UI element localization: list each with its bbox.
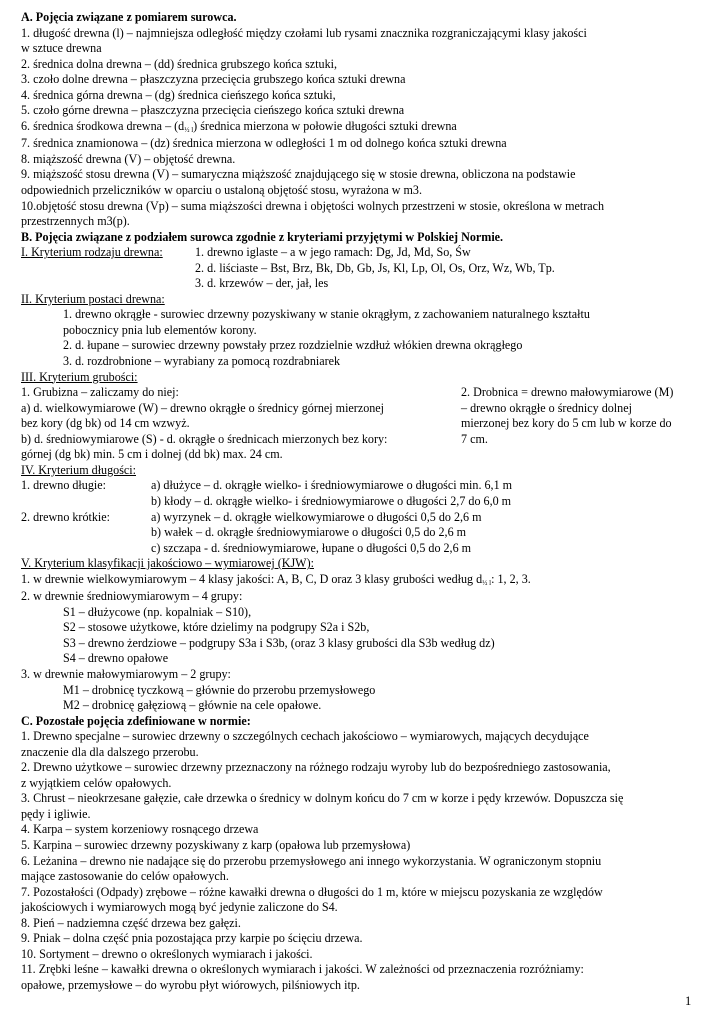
criterion-item: 1. drewno okrągłe - surowiec drzewny pozyskiwany w stanie okrągłym, z zachowaniem naturalnego kształtu [63, 307, 590, 322]
thickness-columns [21, 385, 705, 463]
thickness-right-column [461, 385, 705, 463]
criterion-item: a) d. wielkowymiarowe (W) – drewno okrągłe o średnicy górnej mierzonej [21, 400, 385, 415]
definition-line: odpowiednich przeliczników w oparciu o ustaloną objętość stosu, wyrażona w m3. [21, 183, 423, 198]
definition-line: 10.objętość stosu drewna (Vp) – suma miąższości drewna i objętości wolnych przestrzeni w stosie, określona w metrach [21, 198, 605, 213]
section-c-heading: C. Pozostałe pojęcia zdefiniowane w normie: [21, 713, 251, 728]
criterion-item: 1. Grubizna – zaliczamy do niej: [21, 385, 179, 400]
criterion-item: bez kory (dg bk) od 14 cm wzwyż. [21, 416, 190, 431]
criterion-item: c) szczapa - d. średniowymiarowe, łupane o długości 0,5 do 2,6 m [151, 540, 472, 555]
definition-line [21, 119, 705, 137]
definition-text: ) średnica mierzona w połowie długości sztuki drewna [193, 118, 457, 133]
criterion-item: b) d. średniowymiarowe (S) - d. okrągłe o średnicach mierzonych bez kory: [21, 431, 388, 446]
definition-line: 10. Sortyment – drewno o określonych wymiarach i jakości. [21, 946, 313, 961]
criterion-item: b) wałek – d. okrągłe średniowymiarowe o długości 0,5 do 2,6 m [151, 525, 467, 540]
definition-line: 1. Drewno specjalne – surowiec drzewny o szczególnych cechach jakościowo – wymiarowych, mających decydujące [21, 729, 589, 744]
criterion-item: 1. drewno iglaste – a w jego ramach: Dg, Jd, Md, So, Św [195, 245, 471, 260]
length-row [21, 478, 705, 494]
definition-line: 7. średnica znamionowa – (dz) średnica mierzona w odległości 1 m od dolnego końca sztuki drewna [21, 136, 507, 151]
thickness-left-column [21, 385, 461, 463]
criterion-item: 3. w drewnie małowymiarowym – 2 grupy: [21, 666, 231, 681]
criterion-item: pobocznicy pnia lub elementów korony. [63, 322, 257, 337]
subscript: ½ l [184, 125, 194, 134]
definition-line: w sztuce drewna [21, 41, 102, 56]
definition-line: 6. Leżanina – drewno nie nadające się do przerobu przemysłowego ani innego wykorzystania. W ograniczonym stopniu [21, 853, 602, 868]
criterion-3-title: III. Kryterium grubości: [21, 369, 138, 384]
group-item: M1 – drobnicę tyczkową – głównie do przerobu przemysłowego [63, 682, 376, 697]
criterion-item: 3. d. rozdrobnione – wyrabiany za pomocą rozdrabniarek [63, 354, 341, 369]
criterion-item: 7 cm. [461, 431, 488, 446]
criterion-item: a) wyrzynek – d. okrągłe wielkowymiarowe o długości 0,5 do 2,6 m [151, 509, 482, 524]
criterion-1-row [21, 245, 705, 261]
group-item: M2 – drobnicę gałęziową – głównie na cele opałowe. [63, 698, 322, 713]
definition-line: 2. średnica dolna drewna – (dd) średnica grubszego końca sztuki, [21, 56, 338, 71]
definition-line: przestrzennych m3(p). [21, 214, 130, 229]
criterion-item: 3. d. krzewów – der, jał, les [195, 276, 329, 291]
group-item: S1 – dłużycowe (np. kopalniak – S10), [63, 604, 252, 619]
criterion-4-title: IV. Kryterium długości: [21, 462, 136, 477]
criterion-item: 2. d. łupane – surowiec drzewny powstały przez rozdzielnie wzdłuż włókien drewna okrągłego [63, 338, 523, 353]
criterion-5-title: V. Kryterium klasyfikacji jakościowo – wymiarowej (KJW): [21, 556, 314, 571]
definition-line: 9. Pniak – dolna część pnia pozostająca przy karpie po ścięciu drzewa. [21, 931, 363, 946]
definition-line: opałowe, przemysłowe – do wyrobu płyt wiórowych, pilśniowych itp. [21, 977, 360, 992]
criterion-1-title: I. Kryterium rodzaju drewna: [21, 245, 163, 260]
length-row [21, 510, 705, 526]
definition-line: 4. Karpa – system korzeniowy rosnącego drzewa [21, 822, 259, 837]
definition-line: 11. Zrębki leśne – kawałki drewna o określonych wymiarach i jakości. W zależności od przeznaczenia rozróżniamy: [21, 962, 584, 977]
definition-line: 1. długość drewna (l) – najmniejsza odległość między czołami lub rysami znacznika rozgraniczającymi klasy jakości [21, 25, 587, 40]
definition-line: 4. średnica górna drewna – (dg) średnica cieńszego końca sztuki, [21, 87, 336, 102]
criterion-item: b) kłody – d. okrągłe wielko- i średniowymiarowe o długości 2,7 do 6,0 m [151, 493, 512, 508]
definition-line: 3. czoło dolne drewna – płaszczyzna przecięcia grubszego końca sztuki drewna [21, 72, 406, 87]
definition-line: pędy i igliwie. [21, 806, 91, 821]
definition-line: 2. Drewno użytkowe – surowiec drzewny przeznaczony na różnego rodzaju wyroby lub do bezpośredniego zastosowania, [21, 760, 611, 775]
criterion-text: : 1, 2, 3. [491, 571, 531, 586]
criterion-item: 2. Drobnica = drewno małowymiarowe (M) [461, 385, 674, 400]
definition-line: jakościowych i wymiarowych mogą być jedynie zaliczone do S4. [21, 900, 338, 915]
criterion-item: 2. w drewnie średniowymiarowym – 4 grupy: [21, 589, 243, 604]
definition-line: z wyjątkiem celów opałowych. [21, 775, 172, 790]
definition-line: mające zastosowanie do celów opałowych. [21, 869, 229, 884]
definition-text: 6. średnica środkowa drewna – (d [21, 118, 185, 133]
subscript: ½ l [482, 578, 492, 587]
definition-line: znaczenie dla dla dalszego przerobu. [21, 744, 199, 759]
document-page [21, 10, 705, 993]
definition-line: 8. miąższość drewna (V) – objętość drewna. [21, 151, 236, 166]
length-category: 2. drewno krótkie: [21, 509, 111, 524]
group-item: S4 – drewno opałowe [63, 651, 169, 666]
definition-line: 3. Chrust – nieokrzesane gałęzie, całe drzewka o średnicy w dolnym końcu do 7 cm w korze i pędy krzewów. Dopuszcza się [21, 791, 624, 806]
criterion-item [21, 572, 705, 590]
criterion-item: górnej (dg bk) min. 5 cm i dolnej (dd bk) max. 24 cm. [21, 447, 283, 462]
definition-line: 7. Pozostałości (Odpady) zrębowe – różne kawałki drewna o długości do 1 m, które w miejscu pozyskania ze względów [21, 884, 603, 899]
criterion-item: mierzonej bez kory do 5 cm lub w korze do [461, 416, 672, 431]
length-category: 1. drewno długie: [21, 478, 106, 493]
definition-line: 9. miąższość stosu drewna (V) – sumaryczna miąższość znajdującego się w stosie drewna, obliczona na podstawie [21, 167, 576, 182]
criterion-item: 2. d. liściaste – Bst, Brz, Bk, Db, Gb, Js, Kl, Lp, Ol, Os, Orz, Wz, Wb, Tp. [195, 260, 555, 275]
group-item: S2 – stosowe użytkowe, które dzielimy na podgrupy S2a i S2b, [63, 620, 370, 635]
criterion-2-title: II. Kryterium postaci drewna: [21, 291, 165, 306]
criterion-text: 1. w drewnie wielkowymiarowym – 4 klasy jakości: A, B, C, D oraz 3 klasy grubości według d [21, 571, 483, 586]
criterion-item: a) dłużyce – d. okrągłe wielko- i średniowymiarowe o długości min. 6,1 m [151, 478, 513, 493]
definition-line: 5. czoło górne drewna – płaszczyzna przecięcia cieńszego końca sztuki drewna [21, 103, 405, 118]
section-b-heading: B. Pojęcia związane z podziałem surowca zgodnie z kryteriami przyjętymi w Polskiej Normie. [21, 229, 504, 244]
criterion-item: – drewno okrągłe o średnicy dolnej [461, 400, 632, 415]
definition-line: 8. Pień – nadziemna część drzewa bez gałęzi. [21, 915, 241, 930]
section-a-heading: A. Pojęcia związane z pomiarem surowca. [21, 10, 237, 24]
group-item: S3 – drewno żerdziowe – podgrupy S3a i S3b, (oraz 3 klasy grubości dla S3b według dz) [63, 635, 495, 650]
page-number: 1 [685, 994, 692, 1008]
definition-line: 5. Karpina – surowiec drzewny pozyskiwany z karp (opałowa lub przemysłowa) [21, 837, 411, 852]
